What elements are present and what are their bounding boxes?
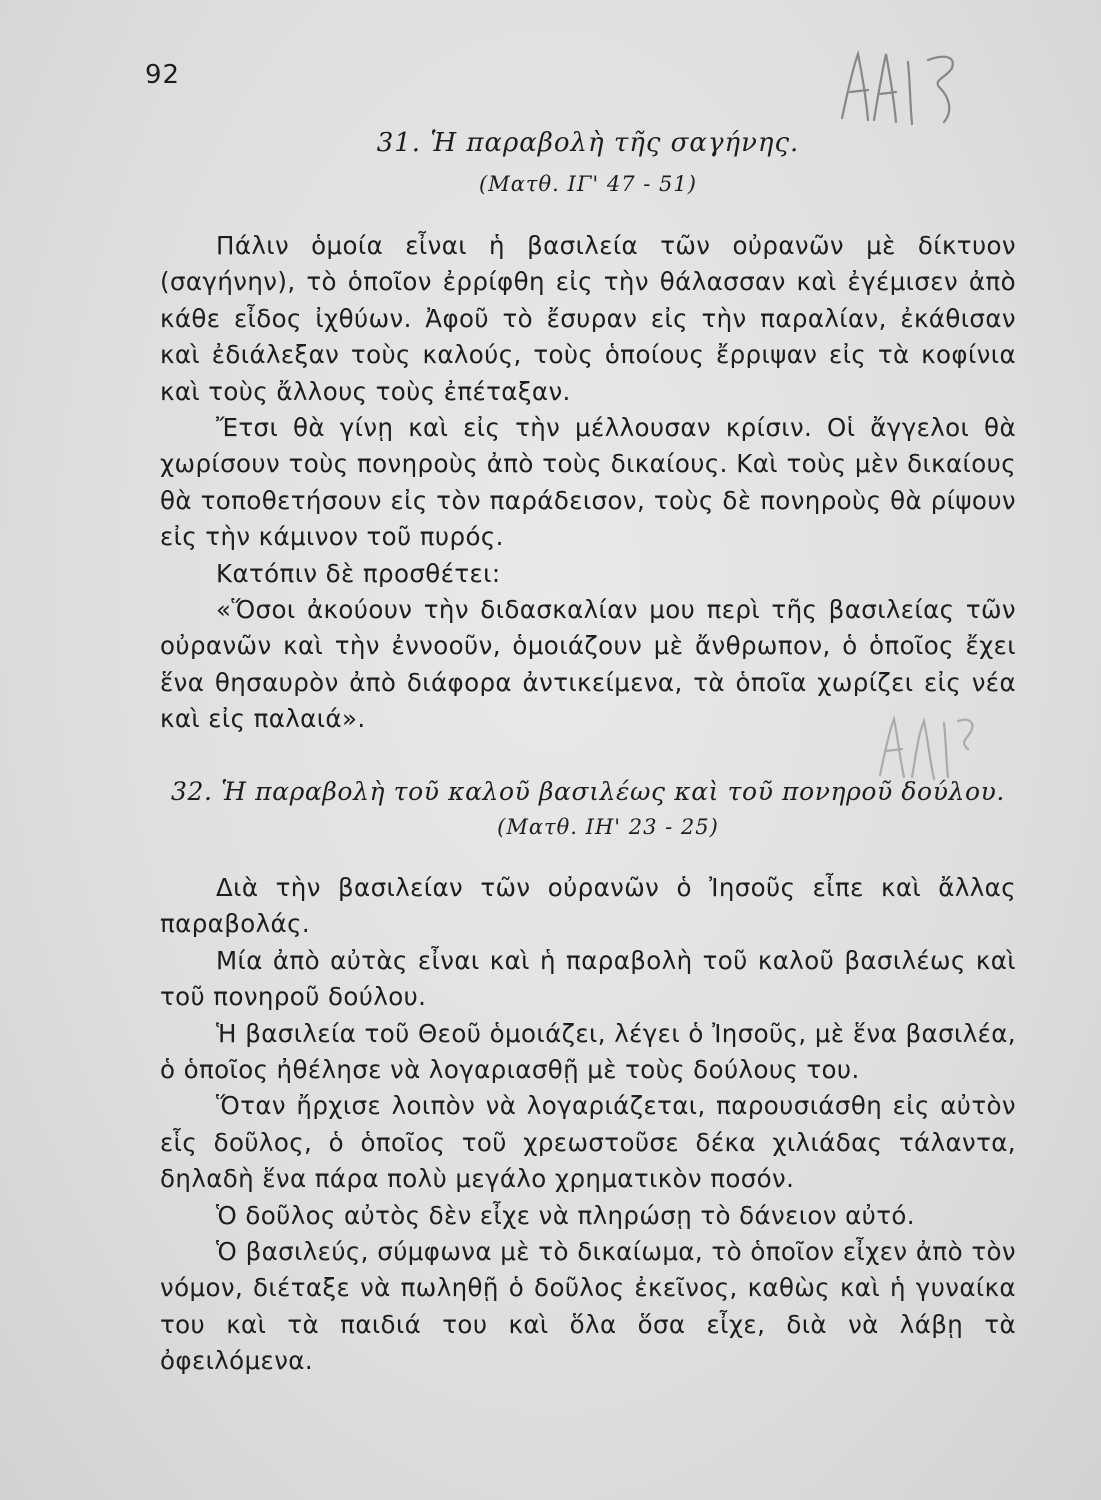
paragraph: Ὁ βασιλεύς, σύμφωνα μὲ τὸ δικαίωμα, τὸ ὁποῖον εἶχεν ἀπὸ τὸν νόμον, διέταξε νὰ πωληθῇ ὁ δοῦλος ἐκεῖνος, καθὼς καὶ ἡ γυναίκα του καὶ τὰ παιδιά του καὶ ὅλα ὅσα εἶχε, διὰ νὰ λάβῃ τὰ ὀφειλόμενα. bbox=[160, 1237, 1016, 1376]
paragraph: Ὁ δοῦλος αὐτὸς δὲν εἶχε νὰ πληρώσῃ τὸ δάνειον αὐτό. bbox=[216, 1200, 915, 1230]
handwritten-mark bbox=[828, 40, 978, 130]
scripture-reference: (Ματθ. ΙΓ' 47 - 51) bbox=[479, 172, 697, 196]
section-body bbox=[160, 870, 1016, 1380]
scripture-reference: (Ματθ. ΙΗ' 23 - 25) bbox=[497, 815, 719, 839]
paragraph: Διὰ τὴν βασιλείαν τῶν οὐρανῶν ὁ Ἰησοῦς εἶπε καὶ ἄλλας παραβολάς. bbox=[160, 873, 1016, 939]
paragraph: Μία ἀπὸ αὐτὰς εἶναι καὶ ἡ παραβολὴ τοῦ καλοῦ βασιλέως καὶ τοῦ πονηροῦ δούλου. bbox=[160, 945, 1016, 1012]
paragraph: Πάλιν ὁμοία εἶναι ἡ βασιλεία τῶν οὐρανῶν μὲ δίκτυον (σαγήνην), τὸ ὁποῖον ἐρρίφθη εἰς τὴν θάλασσαν καὶ ἐγέμισεν ἀπὸ κάθε εἶδος ἰχθύων. Ἀφοῦ τὸ ἔσυραν εἰς τὴν παραλίαν, ἐκάθισαν καὶ ἐδιάλεξαν τοὺς καλούς, τοὺς ὁποίους ἔρριψαν εἰς τὰ κοφίνια καὶ τοὺς ἄλλους τοὺς ἐπέταξαν. bbox=[160, 231, 1016, 406]
paragraph: Ἔτσι θὰ γίνῃ καὶ εἰς τὴν μέλλουσαν κρίσιν. Οἱ ἄγγελοι θὰ χωρίσουν τοὺς πονηροὺς ἀπὸ τοὺς δικαίους. Καὶ τοὺς μὲν δικαίους θὰ τοποθετήσουν εἰς τὸν παράδεισον, τοὺς δὲ πονηροὺς θὰ ρίψουν εἰς τὴν κάμινον τοῦ πυρός. bbox=[160, 413, 1016, 552]
section-title: 31. Ἡ παραβολὴ τῆς σαγήνης. bbox=[376, 128, 800, 158]
section-title: 32. Ἡ παραβολὴ τοῦ καλοῦ βασιλέως καὶ τοῦ πονηροῦ δούλου. bbox=[171, 777, 1005, 806]
paragraph: Ἡ βασιλεία τοῦ Θεοῦ ὁμοιάζει, λέγει ὁ Ἰησοῦς, μὲ ἕνα βασιλέα, ὁ ὁποῖος ἠθέλησε νὰ λογαριασθῇ μὲ τοὺς δούλους του. bbox=[160, 1018, 1016, 1085]
paragraph: «Ὅσοι ἀκούουν τὴν διδασκαλίαν μου περὶ τῆς βασιλείας τῶν οὐρανῶν καὶ τὴν ἐννοοῦν, ὁμοιάζουν μὲ ἄνθρωπον, ὁ ὁποῖος ἔχει ἕνα θησαυρὸν ἀπὸ διάφορα ἀντικείμενα, τὰ ὁποῖα χωρίζει εἰς νέα καὶ εἰς παλαιά». bbox=[160, 595, 1016, 734]
paragraph: Ὅταν ἤρχισε λοιπὸν νὰ λογαριάζεται, παρουσιάσθη εἰς αὐτὸν εἷς δοῦλος, ὁ ὁποῖος τοῦ χρεωστοῦσε δέκα χιλιάδας τάλαντα, δηλαδὴ ἕνα πάρα πολὺ μεγάλο χρηματικὸν ποσόν. bbox=[160, 1091, 1016, 1194]
section-body bbox=[160, 228, 1016, 738]
page-number: 92 bbox=[145, 60, 181, 90]
paragraph: Κατόπιν δὲ προσθέτει: bbox=[216, 558, 501, 588]
